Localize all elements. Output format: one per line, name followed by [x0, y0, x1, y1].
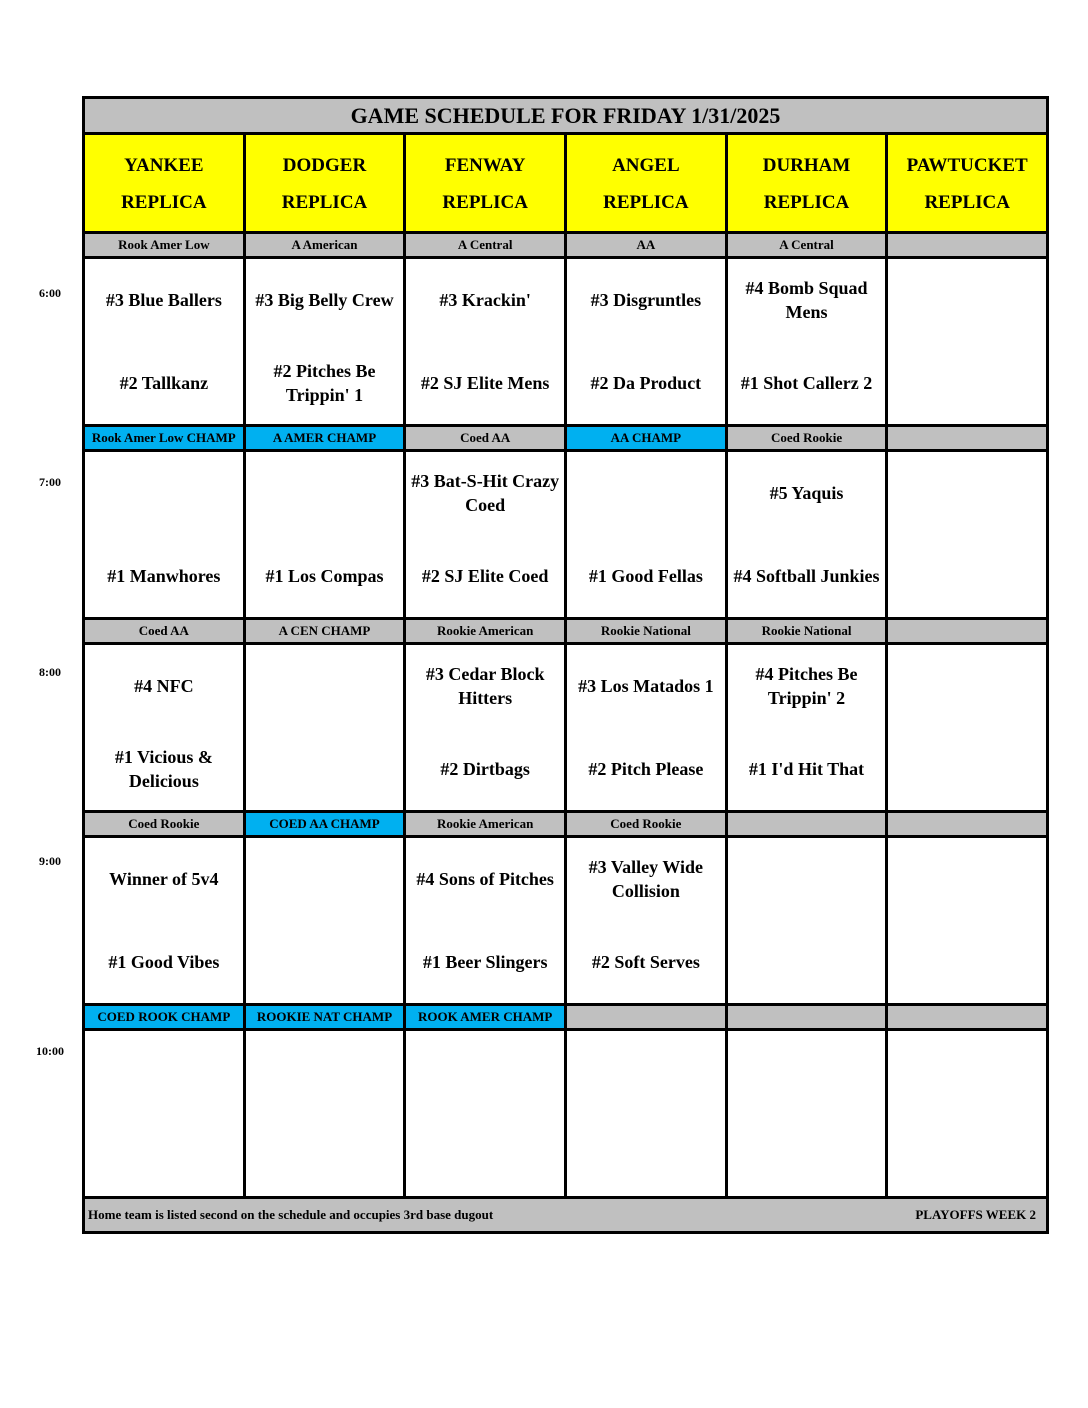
home-team: #2 Dirtbags — [440, 758, 530, 779]
game-cell — [406, 645, 567, 810]
division-label — [888, 234, 1046, 256]
venue-name: FENWAY — [444, 155, 526, 176]
game-cell — [406, 259, 567, 424]
venue-name: DURHAM — [762, 155, 851, 176]
away-team — [888, 1031, 1046, 1114]
division-label: AA — [567, 234, 728, 256]
away-team: #5 Yaquis — [769, 483, 844, 504]
venue-sub: REPLICA — [763, 192, 850, 213]
division-label: A Central — [406, 234, 567, 256]
venue-sub: REPLICA — [442, 192, 528, 213]
venue-sub: REPLICA — [603, 192, 689, 213]
game-cell — [85, 838, 246, 1003]
game-cell — [85, 452, 246, 617]
home-team: #2 Soft Serves — [591, 951, 700, 972]
game-cell — [567, 452, 728, 617]
away-team: #3 Big Belly Crew — [255, 290, 394, 311]
time-label: 6:00 — [39, 286, 61, 300]
home-team — [85, 1114, 243, 1197]
schedule-title: GAME SCHEDULE FOR FRIDAY 1/31/2025 — [85, 99, 1046, 135]
venue-header — [246, 135, 407, 231]
away-team — [888, 452, 1046, 535]
game-cell — [888, 452, 1046, 617]
venue-sub: REPLICA — [121, 192, 207, 213]
division-label: Rookie American — [406, 620, 567, 642]
away-team — [406, 1031, 564, 1114]
game-cell — [246, 1031, 407, 1196]
home-team: #1 Shot Callerz 2 — [740, 372, 873, 393]
division-row — [85, 234, 1046, 259]
away-team — [246, 1031, 404, 1114]
division-label: Rook Amer Low — [85, 234, 246, 256]
division-label — [888, 813, 1046, 835]
footer-week: PLAYOFFS WEEK 2 — [915, 1207, 1036, 1222]
game-cell — [888, 645, 1046, 810]
away-team — [246, 645, 404, 728]
division-label: Rookie National — [728, 620, 889, 642]
division-label — [728, 813, 889, 835]
venue-header — [85, 135, 246, 231]
game-cell — [246, 838, 407, 1003]
division-row — [85, 813, 1046, 838]
game-row — [85, 259, 1046, 427]
home-team — [888, 535, 1046, 618]
game-cell — [728, 645, 889, 810]
game-cell — [85, 645, 246, 810]
home-team — [246, 921, 404, 1004]
away-team — [246, 838, 404, 921]
division-row — [85, 427, 1046, 452]
away-team: #3 Krackin' — [439, 290, 531, 311]
home-team: #4 Softball Junkies — [733, 565, 880, 586]
game-row — [85, 645, 1046, 813]
game-cell — [85, 259, 246, 424]
home-team: #1 Good Vibes — [108, 951, 220, 972]
home-team — [888, 921, 1046, 1004]
game-cell — [406, 838, 567, 1003]
division-label: Coed Rookie — [567, 813, 728, 835]
division-label: Rookie American — [406, 813, 567, 835]
division-label: Coed AA — [406, 427, 567, 449]
away-team: #3 Bat-S-Hit Crazy Coed — [411, 471, 560, 516]
away-team: #4 Pitches Be Trippin' 2 — [755, 664, 858, 709]
home-team — [728, 921, 886, 1004]
home-team: #2 Pitches Be Trippin' 1 — [273, 360, 376, 405]
game-row — [85, 838, 1046, 1006]
division-row — [85, 620, 1046, 645]
venue-header — [728, 135, 889, 231]
division-label: AA CHAMP — [567, 427, 728, 449]
home-team — [728, 1114, 886, 1197]
home-team — [246, 728, 404, 811]
away-team — [85, 1031, 243, 1114]
game-row — [85, 452, 1046, 620]
home-team: #2 Pitch Please — [588, 758, 704, 779]
away-team: #3 Cedar Block Hitters — [425, 664, 545, 709]
game-cell — [406, 452, 567, 617]
game-cell — [728, 259, 889, 424]
away-team — [567, 452, 725, 535]
time-label: 8:00 — [39, 665, 61, 679]
venue-name: YANKEE — [124, 155, 204, 176]
division-label: ROOK AMER CHAMP — [406, 1006, 567, 1028]
venue-sub: REPLICA — [281, 192, 368, 213]
time-label: 10:00 — [36, 1044, 64, 1058]
footer-bar — [85, 1199, 1046, 1231]
game-cell — [888, 1031, 1046, 1196]
division-label: Rook Amer Low CHAMP — [85, 427, 246, 449]
away-team: #3 Valley Wide Collision — [588, 857, 704, 902]
venue-sub: REPLICA — [924, 192, 1010, 213]
venue-name: DODGER — [282, 155, 367, 176]
away-team: #3 Disgruntles — [590, 290, 702, 311]
game-cell — [567, 1031, 728, 1196]
venue-header — [567, 135, 728, 231]
home-team: #1 Los Compas — [265, 565, 384, 586]
division-label: Coed Rookie — [85, 813, 246, 835]
division-label: Coed AA — [85, 620, 246, 642]
away-team: #4 NFC — [134, 676, 194, 697]
away-team — [246, 452, 404, 535]
away-team: #3 Blue Ballers — [105, 290, 222, 311]
away-team — [567, 1031, 725, 1114]
home-team — [888, 342, 1046, 425]
time-label: 9:00 — [39, 854, 61, 868]
division-label — [888, 1006, 1046, 1028]
game-row — [85, 1031, 1046, 1199]
home-team — [888, 728, 1046, 811]
game-cell — [567, 838, 728, 1003]
schedule-table — [82, 96, 1049, 1234]
footer-note: Home team is listed second on the schedule and occupies 3rd base dugout — [88, 1207, 494, 1222]
division-label: A American — [246, 234, 407, 256]
game-cell — [728, 838, 889, 1003]
time-label: 7:00 — [39, 475, 61, 489]
home-team: #2 Tallkanz — [119, 372, 209, 393]
home-team: #2 SJ Elite Coed — [421, 565, 549, 586]
venue-name: ANGEL — [612, 155, 680, 176]
venue-name: PAWTUCKET — [906, 155, 1028, 176]
division-label — [888, 620, 1046, 642]
division-row — [85, 1006, 1046, 1031]
division-label: COED ROOK CHAMP — [85, 1006, 246, 1028]
game-cell — [888, 838, 1046, 1003]
division-label — [728, 1006, 889, 1028]
home-team: #1 Manwhores — [107, 565, 221, 586]
game-cell — [728, 452, 889, 617]
home-team: #1 I'd Hit That — [748, 758, 865, 779]
game-cell — [728, 1031, 889, 1196]
venue-header — [406, 135, 567, 231]
game-cell — [406, 1031, 567, 1196]
away-team — [728, 838, 886, 921]
division-label: COED AA CHAMP — [246, 813, 407, 835]
away-team — [888, 838, 1046, 921]
home-team: #1 Vicious & Delicious — [114, 746, 213, 791]
division-label: ROOKIE NAT CHAMP — [246, 1006, 407, 1028]
away-team — [888, 259, 1046, 342]
away-team: #4 Bomb Squad Mens — [745, 278, 868, 323]
away-team — [888, 645, 1046, 728]
away-team: Winner of 5v4 — [109, 869, 219, 890]
away-team — [728, 1031, 886, 1114]
game-cell — [567, 645, 728, 810]
venue-header-row — [85, 135, 1046, 234]
home-team: #1 Good Fellas — [588, 565, 703, 586]
away-team: #4 Sons of Pitches — [416, 869, 554, 890]
game-cell — [567, 259, 728, 424]
division-label — [888, 427, 1046, 449]
division-label: A CEN CHAMP — [246, 620, 407, 642]
home-team: #2 SJ Elite Mens — [420, 372, 550, 393]
game-cell — [246, 452, 407, 617]
division-label: A Central — [728, 234, 889, 256]
game-cell — [888, 259, 1046, 424]
away-team: #3 Los Matados 1 — [578, 676, 714, 697]
home-team: #2 Da Product — [590, 372, 702, 393]
division-label — [567, 1006, 728, 1028]
home-team — [567, 1114, 725, 1197]
game-cell — [246, 259, 407, 424]
division-label: Coed Rookie — [728, 427, 889, 449]
home-team — [406, 1114, 564, 1197]
game-cell — [85, 1031, 246, 1196]
venue-header — [888, 135, 1046, 231]
home-team — [246, 1114, 404, 1197]
game-cell — [246, 645, 407, 810]
home-team — [888, 1114, 1046, 1197]
division-label: Rookie National — [567, 620, 728, 642]
home-team: #1 Beer Slingers — [422, 951, 548, 972]
division-label: A AMER CHAMP — [246, 427, 407, 449]
away-team — [85, 452, 243, 535]
